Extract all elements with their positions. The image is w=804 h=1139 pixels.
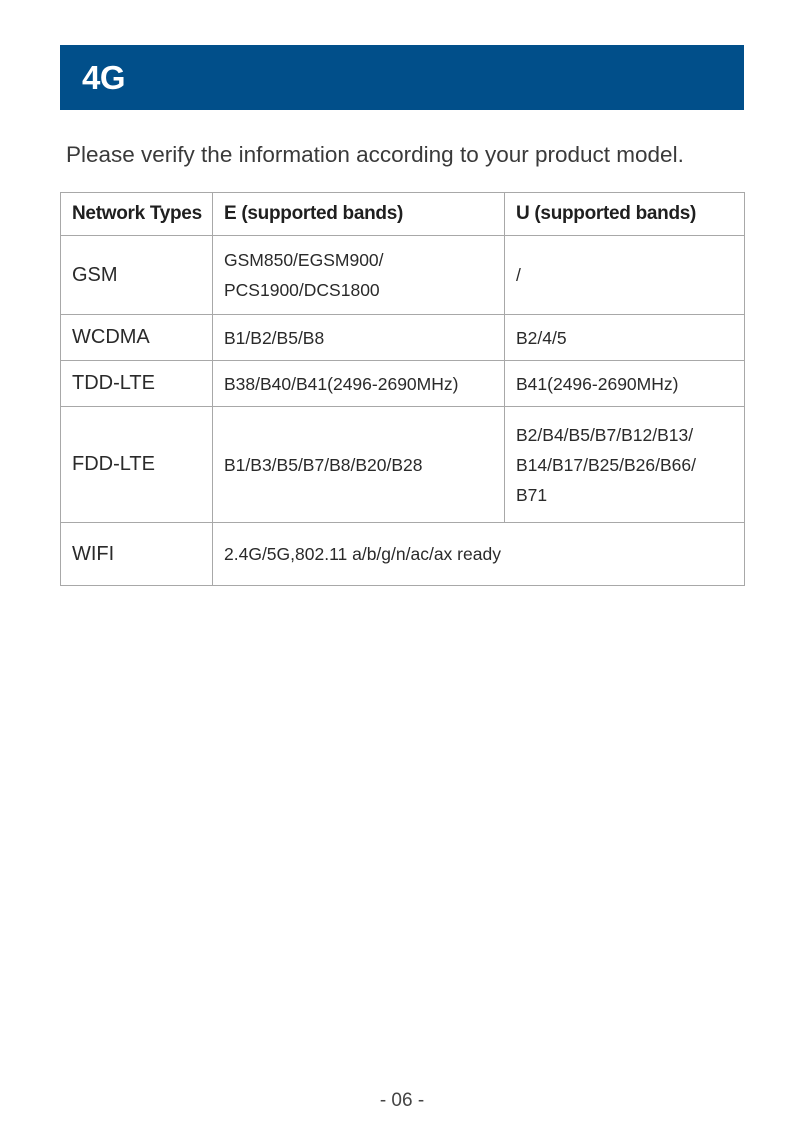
page-number: - 06 - xyxy=(379,1090,425,1111)
table-row-fdd-lte xyxy=(61,407,745,523)
table-row-wifi xyxy=(61,523,745,586)
e-bands-line: PCS1900/DCS1800 xyxy=(224,280,380,300)
e-bands-line: GSM850/EGSM900/ xyxy=(224,250,384,270)
wifi-bands-cell: 2.4G/5G,802.11 a/b/g/n/ac/ax ready xyxy=(213,523,745,586)
e-bands-cell: B1/B2/B5/B8 xyxy=(213,315,505,361)
column-header-e-bands: E (supported bands) xyxy=(213,193,505,236)
u-bands-line: B2/B4/B5/B7/B12/B13/ xyxy=(516,424,694,445)
network-type-cell: WCDMA xyxy=(61,315,213,361)
u-bands-cell xyxy=(505,407,745,523)
table-row-gsm xyxy=(61,236,745,315)
table-row-tdd-lte xyxy=(61,361,745,407)
intro-text: Please verify the information according to your product model. xyxy=(66,142,684,167)
e-bands-cell: B1/B3/B5/B7/B8/B20/B28 xyxy=(213,407,505,523)
network-type-cell: WIFI xyxy=(61,523,213,586)
u-bands-line: B14/B17/B25/B26/B66/ xyxy=(516,454,696,475)
u-bands-cell: B41(2496-2690MHz) xyxy=(505,361,745,407)
network-type-cell: FDD-LTE xyxy=(61,407,213,523)
u-bands-cell: B2/4/5 xyxy=(505,315,745,361)
table-row-wcdma xyxy=(61,315,745,361)
network-type-cell: GSM xyxy=(61,236,213,315)
section-header-banner xyxy=(60,45,744,110)
u-bands-line: B71 xyxy=(516,484,548,505)
network-bands-table xyxy=(60,192,745,586)
section-title: 4G xyxy=(82,58,126,96)
network-type-cell: TDD-LTE xyxy=(61,361,213,407)
table-header-row xyxy=(61,193,745,236)
e-bands-cell xyxy=(213,236,505,315)
e-bands-cell: B38/B40/B41(2496-2690MHz) xyxy=(213,361,505,407)
column-header-u-bands: U (supported bands) xyxy=(505,193,745,236)
column-header-network-types: Network Types xyxy=(61,193,213,236)
u-bands-cell: / xyxy=(505,236,745,315)
